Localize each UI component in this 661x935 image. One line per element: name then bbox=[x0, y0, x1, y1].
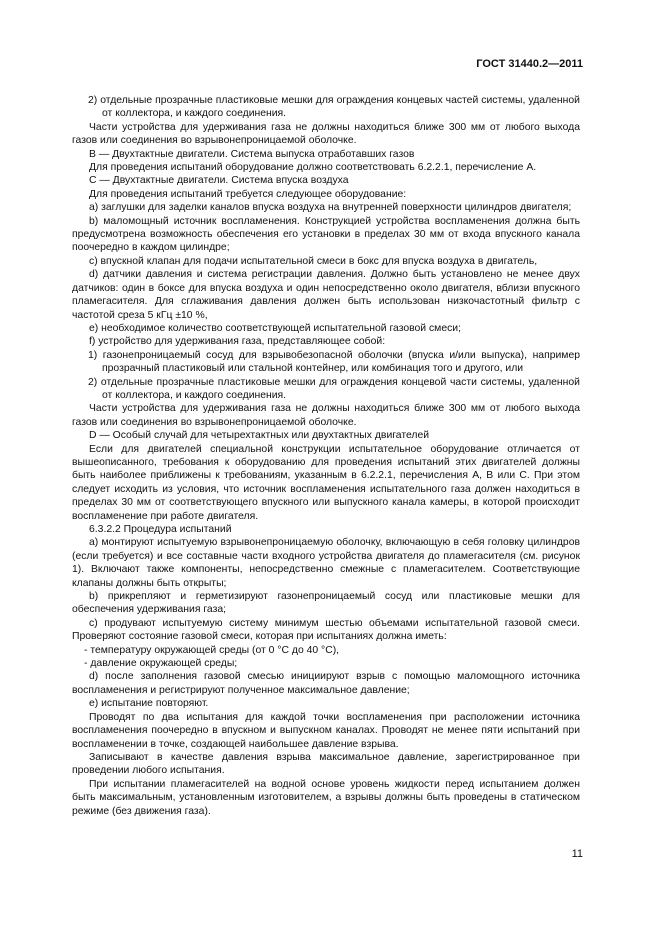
sub-list-item: 1) газонепроницаемый сосуд для взрывобезопасной оболочки (впуска и/или выпуска), например прозрачный пластиковый или стальной контейнер, или комбинация того и другого, или bbox=[88, 349, 580, 375]
list-item: b) маломощный источник воспламенения. Конструкцией устройства воспламенения должна быть предусмотрена возможность обеспечения его установки в пределах 30 мм от входа впускного канала поочередно в каждом цилиндре; bbox=[72, 215, 580, 254]
page-number: 11 bbox=[571, 848, 583, 860]
document-id: ГОСТ 31440.2—2011 bbox=[476, 58, 583, 70]
paragraph: D — Особый случай для четырехтактных или двухтактных двигателей bbox=[89, 430, 430, 442]
paragraph: Для проведения испытаний требуется следующее оборудование: bbox=[89, 188, 407, 200]
list-item: f) устройство для удерживания газа, представляющее собой: bbox=[89, 336, 386, 348]
list-item: a) заглушки для заделки каналов впуска воздуха на внутренней поверхности цилиндров двигателя; bbox=[89, 202, 572, 214]
list-item: c) впускной клапан для подачи испытательной смеси в бокс для впуска воздуха в двигатель, bbox=[89, 255, 538, 267]
paragraph: Проводят по два испытания для каждой точки воспламенения при расположении источника воспламенения поочередно в впускном и выпускном каналах. Проводят не менее пяти испытаний при воспламенении в точке, создающей наибольшее давление взрыва. bbox=[72, 711, 580, 750]
list-item: d) после заполнения газовой смесью инициируют взрыв с помощью маломощного источника воспламенения и регистрируют полученное максимальное давление; bbox=[72, 671, 580, 696]
paragraph: Записывают в качестве давления взрыва максимальное давление, зарегистрированное при проведении любого испытания. bbox=[72, 751, 580, 777]
list-item: a) монтируют испытуемую взрывонепроницаемую оболочку, включающую в себя головку цилиндров (если требуется) и все составные части входного устройства двигателя до пламегасителя (см. рисунок 1). Включают также компоненты, непосредственно смежные с пламегасителем. Соответствующие клапаны должны быть открыты; bbox=[72, 537, 580, 589]
bullet-item: - давление окружающей среды; bbox=[84, 658, 238, 670]
paragraph: Если для двигателей специальной конструкции испытательное оборудование отличается от вышеописанного, требования к оборудованию для проведения испытаний этих двигателей должны быть наиболее приближены к требованиям, указанным в 6.2.2.1, перечисления А, В или С. При этом следует исходить из условия, что источник воспламенения испытательного газа должен находиться в пределах 30 мм от соответствующего впускного или выпускного канала камеры, в которой происходит воспламенение при работе двигателя. bbox=[72, 443, 580, 522]
section-heading: 6.3.2.2 Процедура испытаний bbox=[89, 524, 232, 535]
paragraph: Для проведения испытаний оборудование должно соответствовать 6.2.2.1, перечисление А. bbox=[89, 162, 537, 174]
bullet-item: - температуру окружающей среды (от 0 °С до 40 °С), bbox=[84, 644, 340, 656]
paragraph: При испытании пламегасителей на водной основе уровень жидкости перед испытанием должен быть максимальным, установленным изготовителем, а взрывы должны быть проведены в статическом режиме (без движения газа). bbox=[72, 778, 580, 817]
paragraph: Части устройства для удерживания газа не должны находиться ближе 300 мм от любого выхода газов или соединения во взрывонепроницаемой оболочке. bbox=[72, 403, 580, 428]
paragraph: 2) отдельные прозрачные пластиковые мешки для ограждения концевых частей системы, удаленной от коллектора, и каждого соединения. bbox=[88, 95, 580, 120]
list-item: b) прикрепляют и герметизируют газонепроницаемый сосуд или пластиковые мешки для обеспечения удерживания газа; bbox=[72, 591, 580, 616]
list-item: e) необходимое количество соответствующей испытательной газовой смеси; bbox=[89, 322, 461, 334]
page-body bbox=[72, 94, 580, 818]
sub-list-item: 2) отдельные прозрачные пластиковые мешки для ограждения концевой части системы, удаленной от коллектора, и каждого соединения. bbox=[88, 376, 580, 401]
list-item: e) испытание повторяют. bbox=[89, 698, 209, 710]
paragraph: С — Двухтактные двигатели. Система впуска воздуха bbox=[89, 175, 349, 187]
list-item: c) продувают испытуемую систему минимум шестью объемами испытательной газовой смеси. Проверяют состояние газовой смеси, которая при испытаниях должна иметь: bbox=[72, 617, 580, 643]
paragraph: Части устройства для удерживания газа не должны находиться ближе 300 мм от любого выхода газов или соединения во взрывонепроницаемой оболочке. bbox=[72, 121, 580, 147]
paragraph: В — Двухтактные двигатели. Система выпуска отработавших газов bbox=[89, 148, 415, 160]
list-item: d) датчики давления и система регистрации давления. Должно быть установлено не менее двух датчиков: один в боксе для впуска воздуха и один непосредственно около двигателя, вблизи впускного пламегасителя. Для сглаживания давления должен быть использован низкочастотный фильтр с частотой среза 5 кГц ±10 %, bbox=[72, 269, 580, 321]
